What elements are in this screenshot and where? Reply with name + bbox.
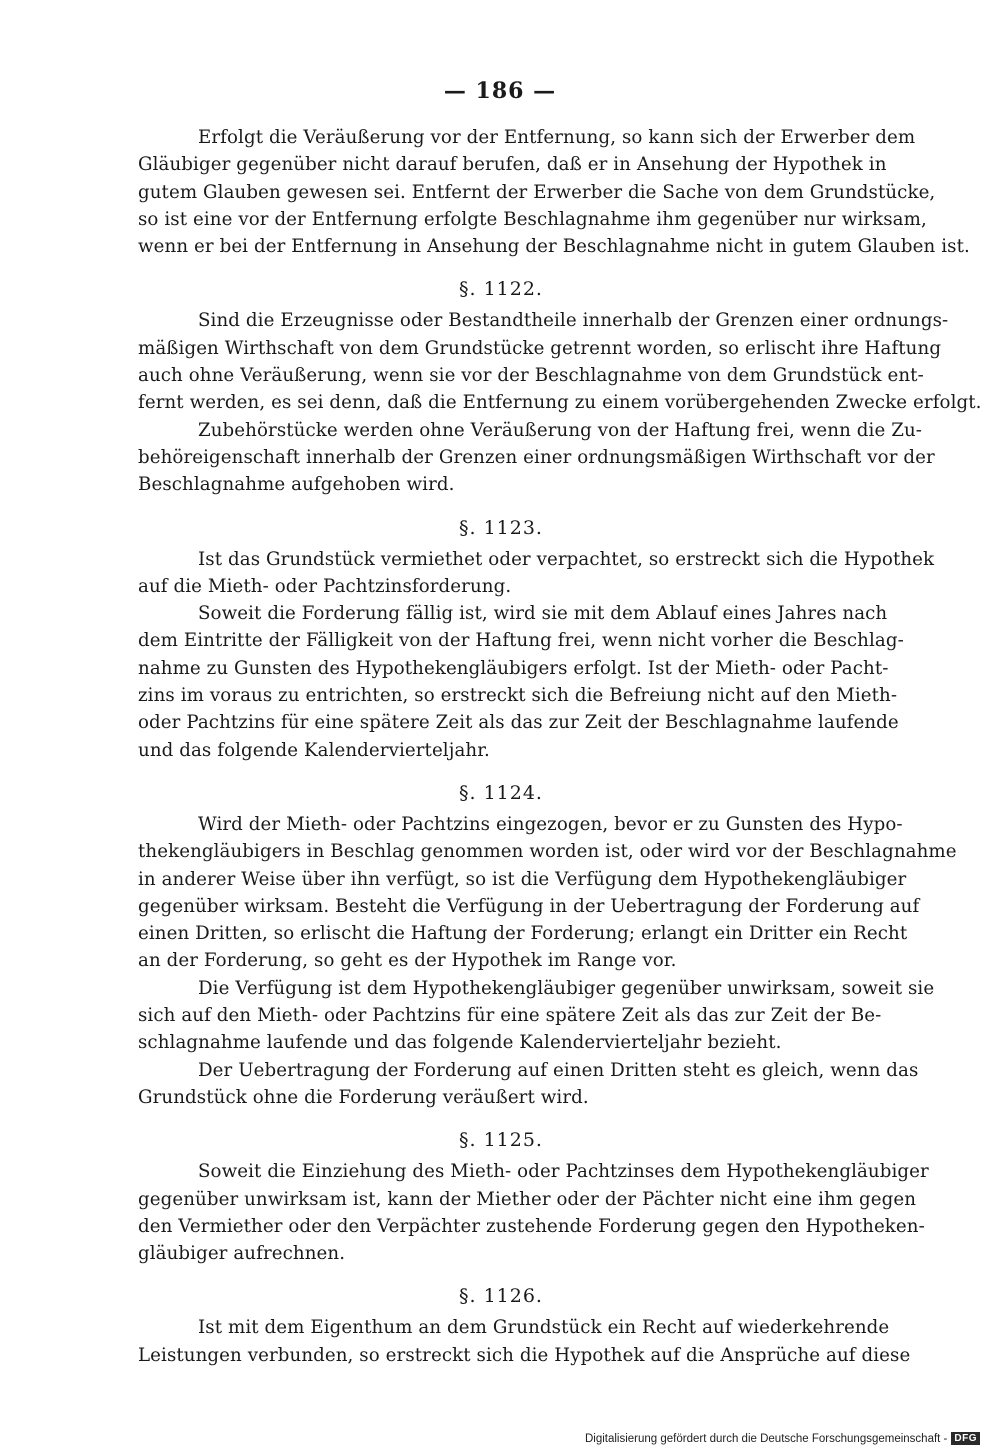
text-line: und das folgende Kalendervierteljahr. [138, 739, 490, 761]
text-line: Leistungen verbunden, so erstreckt sich die Hypothek auf die Ansprüche auf diese [138, 1344, 911, 1366]
section-heading: §. 1126. [459, 1285, 543, 1308]
text-line: behöreigenschaft innerhalb der Grenzen einer ordnungsmäßigen Wirthschaft vor der [138, 446, 935, 468]
document-body [138, 124, 982, 1369]
text-line: Erfolgt die Veräußerung vor der Entfernung, so kann sich der Erwerber dem [198, 127, 916, 148]
text-line: gegenüber unwirksam ist, kann der Miether oder der Pächter nicht eine ihm gegen [138, 1188, 917, 1210]
paragraph [138, 417, 935, 499]
section-heading: §. 1125. [459, 1129, 543, 1152]
text-line: einen Dritten, so erlischt die Haftung der Forderung; erlangt ein Dritter ein Recht [138, 923, 908, 945]
text-line: Der Uebertragung der Forderung auf einen Dritten steht es gleich, wenn das [198, 1059, 919, 1081]
text-line: fernt werden, es sei denn, daß die Entfernung zu einem vorübergehenden Zwecke erfolgt. [138, 392, 982, 414]
paragraph [138, 307, 982, 416]
text-line: Zubehörstücke werden ohne Veräußerung von der Haftung frei, wenn die Zu- [198, 419, 923, 441]
section-heading: §. 1124. [459, 781, 543, 804]
text-line: gläubiger aufrechnen. [138, 1243, 346, 1265]
text-line: wenn er bei der Entfernung in Ansehung der Beschlagnahme nicht in gutem Glauben ist. [138, 236, 970, 258]
text-line: Ist das Grundstück vermiethet oder verpachtet, so erstreckt sich die Hypothek [198, 548, 935, 570]
text-line: Sind die Erzeugnisse oder Bestandtheile innerhalb der Grenzen einer ordnungs- [198, 310, 949, 332]
paragraph [138, 1158, 929, 1267]
text-line: den Vermiether oder den Verpächter zustehende Forderung gegen den Hypotheken- [138, 1215, 925, 1237]
text-line: thekengläubigers in Beschlag genommen worden ist, oder wird vor der Beschlagnahme [138, 841, 957, 863]
text-line: Beschlagnahme aufgehoben wird. [138, 474, 455, 496]
paragraph [138, 975, 935, 1057]
text-line: nahme zu Gunsten des Hypothekengläubigers erfolgt. Ist der Mieth- oder Pacht- [138, 657, 889, 679]
dfg-logo: DFG [951, 1432, 980, 1445]
text-line: dem Eintritte der Fälligkeit von der Haftung frei, wenn nicht vorher die Beschlag- [138, 630, 904, 652]
text-line: zins im voraus zu entrichten, so erstreckt sich die Befreiung nicht auf den Mieth- [138, 685, 898, 707]
text-line: Die Verfügung ist dem Hypothekengläubiger gegenüber unwirksam, soweit sie [198, 977, 935, 999]
text-line: mäßigen Wirthschaft von dem Grundstücke getrennt worden, so erlischt ihre Haftung [138, 337, 942, 359]
section-heading: §. 1123. [459, 516, 543, 539]
paragraph [138, 1314, 911, 1369]
paragraph [138, 811, 957, 975]
text-line: Ist mit dem Eigenthum an dem Grundstück ein Recht auf wiederkehrende [198, 1317, 890, 1339]
text-line: sich auf den Mieth- oder Pachtzins für eine spätere Zeit als das zur Zeit der Be- [138, 1005, 882, 1027]
paragraph [138, 600, 904, 764]
paragraph [138, 124, 970, 260]
paragraph [138, 546, 935, 601]
text-line: auch ohne Veräußerung, wenn sie vor der Beschlagnahme von dem Grundstück ent- [138, 365, 924, 387]
section-heading: §. 1122. [459, 278, 543, 301]
footer-credit: Digitalisierung gefördert durch die Deutsche Forschungsgemeinschaft - [584, 1432, 948, 1445]
text-line: oder Pachtzins für eine spätere Zeit als das zur Zeit der Beschlagnahme laufende [138, 712, 899, 734]
text-line: Gläubiger gegenüber nicht darauf berufen, daß er in Ansehung der Hypothek in [138, 154, 887, 176]
text-line: auf die Mieth- oder Pachtzinsforderung. [138, 575, 512, 597]
footer [585, 1432, 980, 1445]
text-line: Grundstück ohne die Forderung veräußert wird. [138, 1086, 589, 1108]
text-line: Wird der Mieth- oder Pachtzins eingezogen, bevor er zu Gunsten des Hypo- [198, 813, 903, 835]
text-line: so ist eine vor der Entfernung erfolgte Beschlagnahme ihm gegenüber nur wirksam, [138, 208, 927, 230]
text-line: in anderer Weise über ihn verfügt, so ist die Verfügung dem Hypothekengläubiger [138, 868, 907, 890]
text-line: Soweit die Einziehung des Mieth- oder Pachtzinses dem Hypothekengläubiger [198, 1161, 929, 1183]
text-line: Soweit die Forderung fällig ist, wird sie mit dem Ablauf eines Jahres nach [198, 603, 888, 625]
text-line: gegenüber wirksam. Besteht die Verfügung in der Uebertragung der Forderung auf [138, 895, 920, 917]
paragraph [138, 1057, 919, 1112]
page-number: — 186 — [443, 78, 557, 104]
text-line: gutem Glauben gewesen sei. Entfernt der Erwerber die Sache von dem Grundstücke, [138, 181, 936, 203]
text-line: schlagnahme laufende und das folgende Kalendervierteljahr bezieht. [138, 1032, 782, 1054]
text-line: an der Forderung, so geht es der Hypothek im Range vor. [138, 950, 677, 972]
